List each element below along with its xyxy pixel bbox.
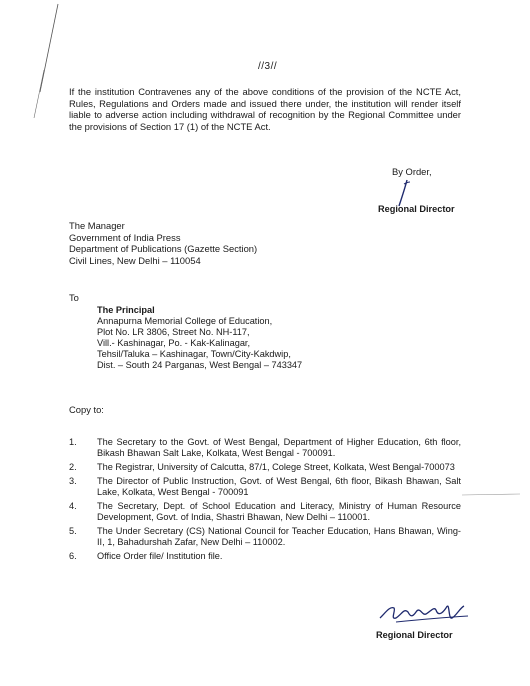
principal-line: Dist. – South 24 Parganas, West Bengal – 743347 [97,360,303,371]
regional-director-title-bottom: Regional Director [376,630,453,640]
list-item-number: 2. [69,462,77,472]
list-item-text: The Secretary to the Govt. of West Bengal, Department of Higher Education, 6th floor, Bikash Bhawan Salt Lake, Kolkata, West Bengal - 700091. [97,437,461,458]
list-item [69,551,461,562]
list-item [69,462,461,473]
list-item-text: Office Order file/ Institution file. [97,551,223,561]
list-item-number: 4. [69,501,77,511]
list-item-text: The Secretary, Dept. of School Education and Literacy, Ministry of Human Resource Development, Govt. of India, Shastri Bhawan, New Delhi – 110001. [97,501,461,522]
page-number: //3// [258,61,278,72]
principal-line: Tehsil/Taluka – Kashinagar, Town/City-Kakdwip, [97,349,291,360]
list-item-number: 5. [69,526,77,536]
principal-line: Annapurna Memorial College of Education, [97,316,273,327]
list-item-text: The Under Secretary (CS) National Council for Teacher Education, Hans Bhawan, Wing-II, 1, Bahadurshah Zafar, New Delhi – 110002. [97,526,461,547]
copy-to-label: Copy to: [69,404,104,415]
list-item [69,476,461,498]
list-item-number: 1. [69,437,77,447]
regional-director-title-top: Regional Director [378,204,455,214]
conditions-paragraph: If the institution Contravenes any of the above conditions of the provision of the NCTE Act, Rules, Regulations and Orders made and issued there under, the institution will render itself liable to adverse action including withdrawal of recognition by the Regional Committee under the provisions of Section 17 (1) of the NCTE Act. [69,86,461,132]
addressee-line: Government of India Press [69,231,181,243]
list-item [69,526,461,548]
copy-to-list [69,437,461,565]
principal-title: The Principal [97,305,155,315]
addressee-block [69,220,257,266]
list-item-text: The Director of Public Instruction, Govt. of West Bengal, 6th floor, Bikash Bhawan, Salt Lake, Kolkata, West Bengal - 700091 [97,476,461,497]
list-item-number: 3. [69,476,77,486]
list-item [69,501,461,523]
by-order-label: By Order, [392,166,432,177]
principal-line: Vill.- Kashinagar, Po. - Kak-Kalinagar, [97,338,251,349]
list-item-text: The Registrar, University of Calcutta, 87/1, Colege Street, Kolkata, West Bengal-700073 [97,462,455,472]
addressee-line: Civil Lines, New Delhi – 110054 [69,254,201,266]
principal-address-block [97,305,302,372]
to-label: To [69,292,79,303]
scan-margin-mark [0,0,60,200]
addressee-line: Department of Publications (Gazette Section) [69,243,258,254]
signature-mark-bottom [376,594,476,628]
scan-stray-mark [462,492,522,498]
list-item-number: 6. [69,551,77,561]
addressee-line: The Manager [69,220,125,231]
principal-line: Plot No. LR 3806, Street No. NH-117, [97,327,250,338]
list-item [69,437,461,459]
